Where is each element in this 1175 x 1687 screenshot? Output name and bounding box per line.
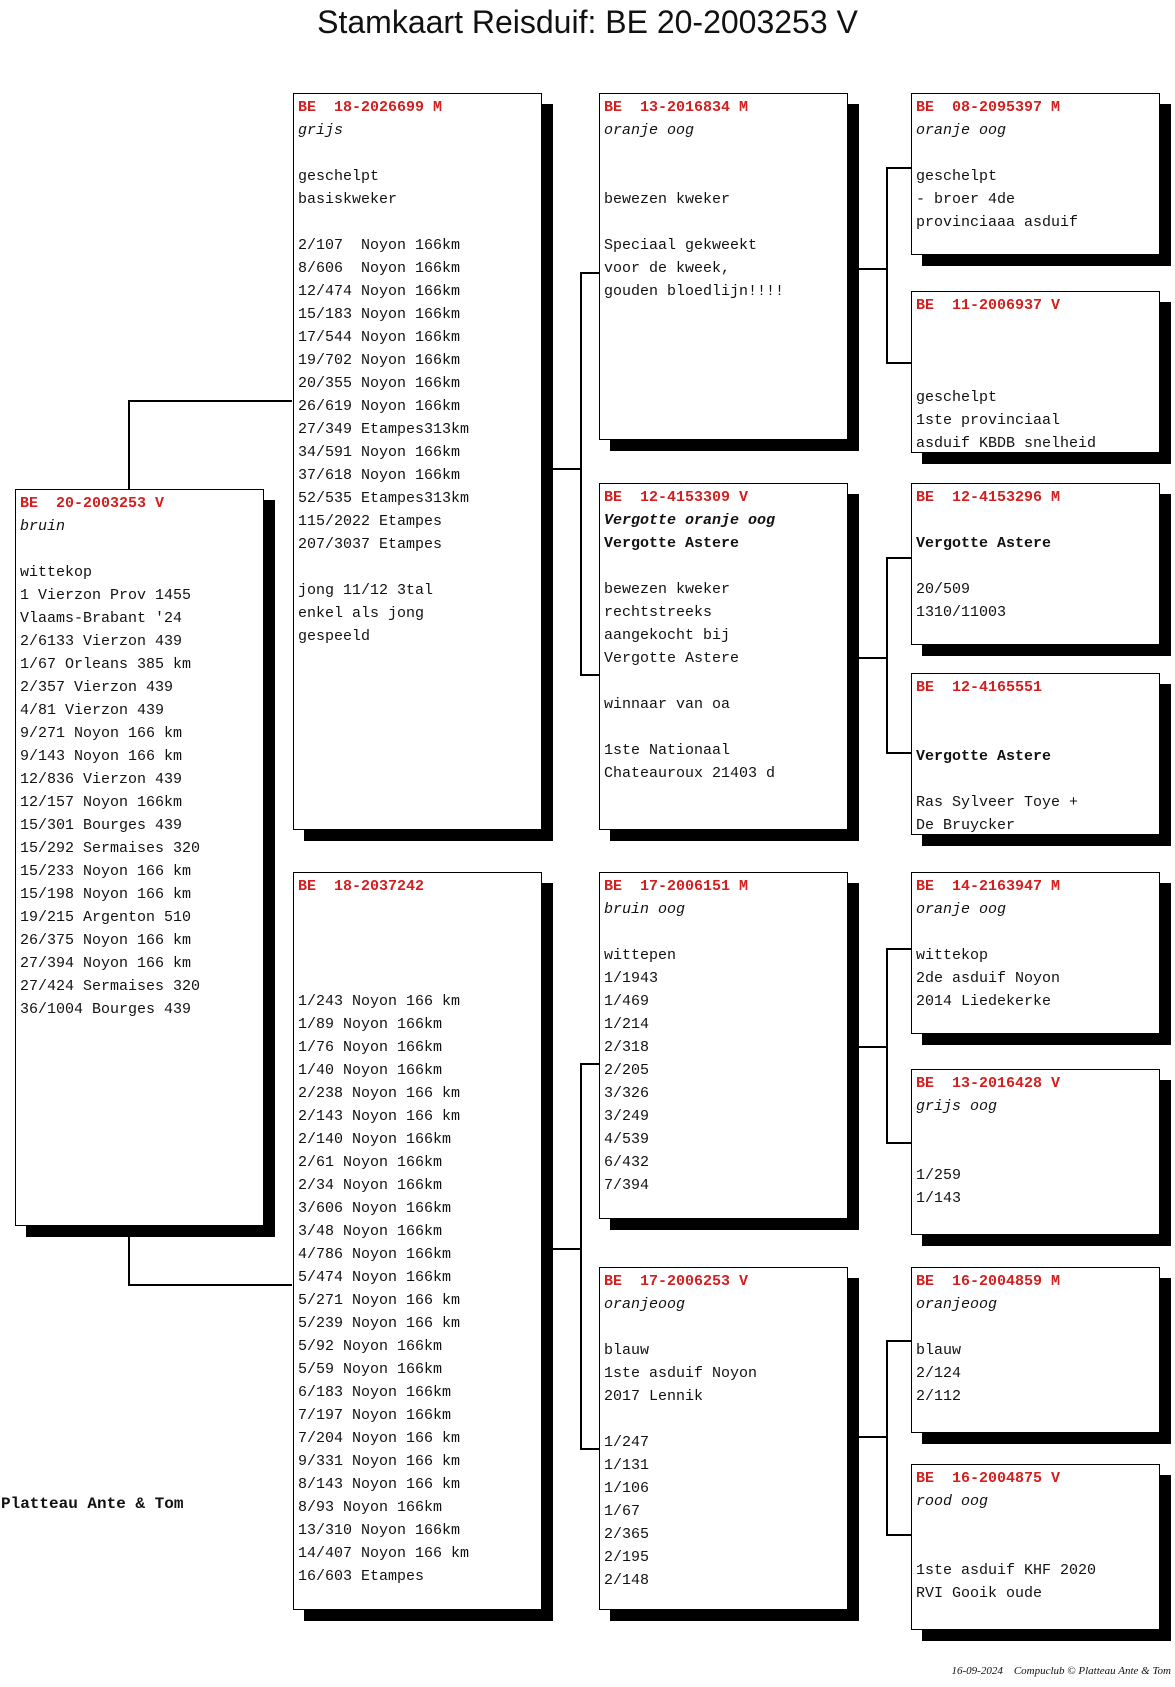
- info-line: 2/195: [604, 1549, 650, 1566]
- info-line: rechtstreeks: [604, 604, 713, 621]
- info-line: geschelpt: [916, 389, 998, 406]
- connector: [886, 167, 888, 364]
- pigeon-card-paternal-grandfather: [599, 93, 848, 440]
- info-line: blauw: [604, 1342, 650, 1359]
- pigeon-card-paternal-grandmother: [599, 483, 848, 830]
- info-line: 1310/11003: [916, 604, 1007, 621]
- connector: [128, 1226, 130, 1285]
- info-line: bewezen kweker: [604, 191, 731, 208]
- info-line: Ras Sylveer Toye +: [916, 794, 1079, 811]
- pigeon-card-father: [293, 93, 542, 830]
- info-line: [604, 716, 847, 739]
- info-line: 1 Vierzon Prov 1455: [20, 587, 192, 604]
- info-line: Vergotte Astere: [916, 748, 1052, 765]
- info-line: 2/365: [604, 1526, 650, 1543]
- info-line: 15/292 Sermaises 320: [20, 840, 201, 857]
- info-line: 2de asduif Noyon: [916, 970, 1061, 987]
- info-line: wittekop: [916, 947, 989, 964]
- connector: [858, 657, 888, 659]
- info-line: De Bruycker: [916, 817, 1016, 834]
- info-line: 7/204 Noyon 166 km: [298, 1430, 461, 1447]
- connector: [886, 1340, 888, 1536]
- info-line: 17/544 Noyon 166km: [298, 329, 461, 346]
- footer-credit: 16-09-2024 Compuclub © Platteau Ante & Tom: [951, 1665, 1171, 1677]
- info-line: [604, 1316, 847, 1339]
- info-line: 19/215 Argenton 510: [20, 909, 192, 926]
- info-line: [298, 142, 541, 165]
- info-line: 15/301 Bourges 439: [20, 817, 183, 834]
- info-line: [916, 142, 1159, 165]
- info-line: 15/183 Noyon 166km: [298, 306, 461, 323]
- color-label: [916, 509, 1159, 532]
- info-line: 3/606 Noyon 166km: [298, 1200, 452, 1217]
- info-line: 5/271 Noyon 166 km: [298, 1292, 461, 1309]
- info-line: 37/618 Noyon 166km: [298, 467, 461, 484]
- connector: [858, 268, 888, 270]
- info-line: 15/198 Noyon 166 km: [20, 886, 192, 903]
- connector: [580, 674, 600, 676]
- info-line: voor de kweek,: [604, 260, 731, 277]
- info-line: 207/3037 Etampes: [298, 536, 443, 553]
- info-line: 27/394 Noyon 166 km: [20, 955, 192, 972]
- info-line: Chateauroux 21403 d: [604, 765, 776, 782]
- info-line: asduif KBDB snelheid: [916, 435, 1097, 452]
- info-line: Speciaal gekweekt: [604, 237, 758, 254]
- info-line: 7/197 Noyon 166km: [298, 1407, 452, 1424]
- info-line: [604, 670, 847, 693]
- info-line: 20/355 Noyon 166km: [298, 375, 461, 392]
- pigeon-card-fmm: [911, 673, 1160, 835]
- info-line: [916, 555, 1159, 578]
- info-line: 8/93 Noyon 166km: [298, 1499, 443, 1516]
- info-line: 2/140 Noyon 166km: [298, 1131, 452, 1148]
- info-line: geschelpt: [298, 168, 380, 185]
- info-line: 1ste asduif Noyon: [604, 1365, 758, 1382]
- info-line: RVI Gooik oude: [916, 1585, 1043, 1602]
- info-line: 4/81 Vierzon 439: [20, 702, 165, 719]
- connector: [580, 272, 582, 676]
- pigeon-card-mmf: [911, 1267, 1160, 1433]
- connector: [580, 1063, 582, 1450]
- ring-number: BE 12-4153296 M: [916, 489, 1061, 506]
- ring-number: BE 18-2026699 M: [298, 99, 443, 116]
- info-line: [916, 1536, 1159, 1559]
- connector: [886, 752, 912, 754]
- info-line: 19/702 Noyon 166km: [298, 352, 461, 369]
- connector: [886, 1340, 912, 1342]
- info-line: Vergotte Astere: [604, 650, 740, 667]
- info-line: [916, 340, 1159, 363]
- color-label: oranjeoog: [916, 1296, 998, 1313]
- color-label: oranje oog: [916, 901, 1007, 918]
- info-line: 2/61 Noyon 166km: [298, 1154, 443, 1171]
- color-label: [298, 898, 541, 921]
- page-title: Stamkaart Reisduif: BE 20-2003253 V: [317, 4, 858, 40]
- info-line: 1/67: [604, 1503, 641, 1520]
- info-line: 1/247: [604, 1434, 650, 1451]
- connector: [552, 1248, 582, 1250]
- ring-number: BE 17-2006151 M: [604, 878, 749, 895]
- info-line: 4/539: [604, 1131, 650, 1148]
- pigeon-card-mff: [911, 872, 1160, 1034]
- connector: [580, 272, 600, 274]
- info-line: 3/326: [604, 1085, 650, 1102]
- info-line: [916, 363, 1159, 386]
- info-line: [298, 967, 541, 990]
- info-line: [604, 921, 847, 944]
- owner-name: Platteau Ante & Tom: [1, 1495, 184, 1513]
- color-label: [916, 699, 1159, 722]
- info-line: jong 11/12 3tal: [298, 582, 434, 599]
- color-label: bruin: [20, 518, 66, 535]
- info-line: 5/92 Noyon 166km: [298, 1338, 443, 1355]
- info-line: 2/6133 Vierzon 439: [20, 633, 183, 650]
- pigeon-card-maternal-grandmother: [599, 1267, 848, 1610]
- pigeon-card-maternal-grandfather: [599, 872, 848, 1219]
- info-line: 6/432: [604, 1154, 650, 1171]
- info-line: 8/606 Noyon 166km: [298, 260, 461, 277]
- info-line: [298, 556, 541, 579]
- info-line: gespeeld: [298, 628, 371, 645]
- info-line: 26/375 Noyon 166 km: [20, 932, 192, 949]
- info-line: [20, 538, 263, 561]
- pigeon-card-fff: [911, 93, 1160, 255]
- info-line: 1ste provinciaal: [916, 412, 1061, 429]
- info-line: 1/131: [604, 1457, 650, 1474]
- info-line: - broer 4de: [916, 191, 1016, 208]
- info-line: [604, 165, 847, 188]
- ring-number: BE 14-2163947 M: [916, 878, 1061, 895]
- ring-number: BE 11-2006937 V: [916, 297, 1061, 314]
- info-line: [916, 1118, 1159, 1141]
- info-line: 2/148: [604, 1572, 650, 1589]
- info-line: 1/243 Noyon 166 km: [298, 993, 461, 1010]
- info-line: 2/143 Noyon 166 km: [298, 1108, 461, 1125]
- info-line: 2017 Lennik: [604, 1388, 704, 1405]
- info-line: [298, 211, 541, 234]
- info-line: 26/619 Noyon 166km: [298, 398, 461, 415]
- ring-number: BE 13-2016428 V: [916, 1075, 1061, 1092]
- info-line: 1/469: [604, 993, 650, 1010]
- info-line: 1/67 Orleans 385 km: [20, 656, 192, 673]
- info-line: [298, 921, 541, 944]
- info-line: wittekop: [20, 564, 93, 581]
- info-line: 8/143 Noyon 166 km: [298, 1476, 461, 1493]
- ring-number: BE 20-2003253 V: [20, 495, 165, 512]
- color-label: [916, 317, 1159, 340]
- ring-number: BE 17-2006253 V: [604, 1273, 749, 1290]
- ring-number: BE 12-4165551: [916, 679, 1043, 696]
- info-line: 12/836 Vierzon 439: [20, 771, 183, 788]
- ring-number: BE 16-2004859 M: [916, 1273, 1061, 1290]
- info-line: [916, 1513, 1159, 1536]
- info-line: 5/239 Noyon 166 km: [298, 1315, 461, 1332]
- info-line: 1/89 Noyon 166km: [298, 1016, 443, 1033]
- info-line: bewezen kweker: [604, 581, 731, 598]
- connector: [886, 557, 888, 754]
- info-line: 7/394: [604, 1177, 650, 1194]
- info-line: [916, 921, 1159, 944]
- color-label: oranjeoog: [604, 1296, 686, 1313]
- info-line: 2/318: [604, 1039, 650, 1056]
- info-line: 9/331 Noyon 166 km: [298, 1453, 461, 1470]
- pigeon-card-ffm: [911, 291, 1160, 453]
- ring-number: BE 08-2095397 M: [916, 99, 1061, 116]
- info-line: [604, 142, 847, 165]
- connector: [886, 167, 912, 169]
- info-line: 2/124: [916, 1365, 962, 1382]
- connector: [580, 1063, 600, 1065]
- info-line: 1/1943: [604, 970, 659, 987]
- info-line: basiskweker: [298, 191, 398, 208]
- connector: [858, 1046, 888, 1048]
- info-line: 15/233 Noyon 166 km: [20, 863, 192, 880]
- info-line: 2/112: [916, 1388, 962, 1405]
- info-line: 2/107 Noyon 166km: [298, 237, 461, 254]
- connector: [886, 1142, 912, 1144]
- info-line: [298, 944, 541, 967]
- pigeon-card-mmm: [911, 1464, 1160, 1630]
- info-line: wittepen: [604, 947, 677, 964]
- info-line: 1/106: [604, 1480, 650, 1497]
- connector: [128, 1284, 292, 1286]
- info-line: 1/259: [916, 1167, 962, 1184]
- info-line: 13/310 Noyon 166km: [298, 1522, 461, 1539]
- info-line: winnaar van oa: [604, 696, 731, 713]
- connector: [128, 400, 292, 402]
- pigeon-card-fmf: [911, 483, 1160, 645]
- info-line: 3/249: [604, 1108, 650, 1125]
- info-line: 20/509: [916, 581, 971, 598]
- info-line: [916, 768, 1159, 791]
- info-line: 1/40 Noyon 166km: [298, 1062, 443, 1079]
- color-label: grijs: [298, 122, 344, 139]
- color-label: oranje oog: [916, 122, 1007, 139]
- ring-number: BE 18-2037242: [298, 878, 425, 895]
- ring-number: BE 16-2004875 V: [916, 1470, 1061, 1487]
- info-line: 2/238 Noyon 166 km: [298, 1085, 461, 1102]
- info-line: Vergotte Astere: [916, 535, 1052, 552]
- info-line: [604, 1408, 847, 1431]
- connector: [886, 362, 912, 364]
- info-line: 1/143: [916, 1190, 962, 1207]
- connector: [552, 468, 582, 470]
- info-line: 2014 Liedekerke: [916, 993, 1052, 1010]
- info-line: 9/271 Noyon 166 km: [20, 725, 183, 742]
- info-line: provinciaaa asduif: [916, 214, 1079, 231]
- info-line: 1ste Nationaal: [604, 742, 731, 759]
- info-line: enkel als jong: [298, 605, 425, 622]
- info-line: blauw: [916, 1342, 962, 1359]
- color-label: rood oog: [916, 1493, 989, 1510]
- info-line: [604, 211, 847, 234]
- color-label: Vergotte oranje oog: [604, 512, 776, 529]
- connector: [886, 948, 888, 1144]
- ring-number: BE 12-4153309 V: [604, 489, 749, 506]
- info-line: 1ste asduif KHF 2020: [916, 1562, 1097, 1579]
- connector: [886, 948, 912, 950]
- pigeon-card-mfm: [911, 1069, 1160, 1235]
- info-line: gouden bloedlijn!!!!: [604, 283, 785, 300]
- info-line: 27/424 Sermaises 320: [20, 978, 201, 995]
- ring-number: BE 13-2016834 M: [604, 99, 749, 116]
- info-line: 5/474 Noyon 166km: [298, 1269, 452, 1286]
- info-line: 2/34 Noyon 166km: [298, 1177, 443, 1194]
- info-line: geschelpt: [916, 168, 998, 185]
- connector: [886, 557, 912, 559]
- info-line: 9/143 Noyon 166 km: [20, 748, 183, 765]
- info-line: 5/59 Noyon 166km: [298, 1361, 443, 1378]
- info-line: 16/603 Etampes: [298, 1568, 425, 1585]
- connector: [128, 400, 130, 489]
- color-label: bruin oog: [604, 901, 686, 918]
- info-line: Vergotte Astere: [604, 535, 740, 552]
- info-line: 12/157 Noyon 166km: [20, 794, 183, 811]
- info-line: 4/786 Noyon 166km: [298, 1246, 452, 1263]
- info-line: 3/48 Noyon 166km: [298, 1223, 443, 1240]
- connector: [886, 1534, 912, 1536]
- info-line: 12/474 Noyon 166km: [298, 283, 461, 300]
- color-label: grijs oog: [916, 1098, 998, 1115]
- info-line: 1/76 Noyon 166km: [298, 1039, 443, 1056]
- info-line: aangekocht bij: [604, 627, 731, 644]
- info-line: 2/205: [604, 1062, 650, 1079]
- info-line: Vlaams-Brabant '24: [20, 610, 183, 627]
- info-line: [916, 722, 1159, 745]
- info-line: 6/183 Noyon 166km: [298, 1384, 452, 1401]
- info-line: 14/407 Noyon 166 km: [298, 1545, 470, 1562]
- info-line: 52/535 Etampes313km: [298, 490, 470, 507]
- info-line: 27/349 Etampes313km: [298, 421, 470, 438]
- pigeon-card-subject: [15, 489, 264, 1226]
- info-line: 34/591 Noyon 166km: [298, 444, 461, 461]
- info-line: [916, 1316, 1159, 1339]
- connector: [580, 1448, 600, 1450]
- info-line: 36/1004 Bourges 439: [20, 1001, 192, 1018]
- info-line: 1/214: [604, 1016, 650, 1033]
- info-line: 2/357 Vierzon 439: [20, 679, 174, 696]
- info-line: [604, 555, 847, 578]
- pigeon-card-mother: [293, 872, 542, 1610]
- color-label: oranje oog: [604, 122, 695, 139]
- info-line: [916, 1141, 1159, 1164]
- connector: [858, 1436, 888, 1438]
- info-line: 115/2022 Etampes: [298, 513, 443, 530]
